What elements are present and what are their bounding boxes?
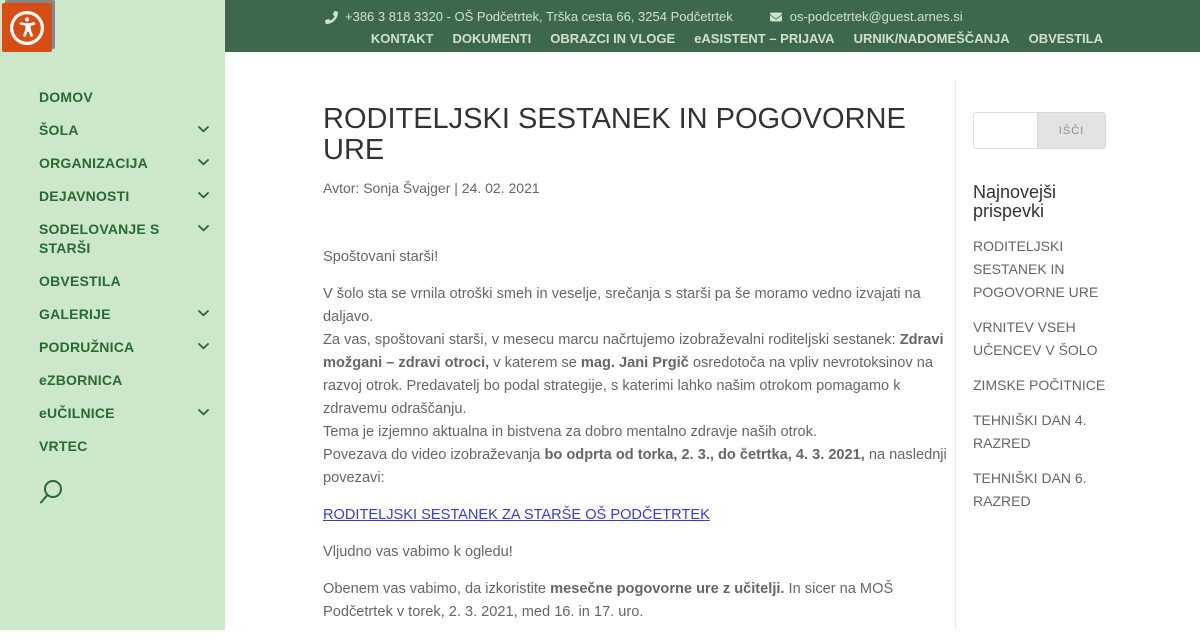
- sidebar-item-label: DEJAVNOSTI: [39, 188, 130, 204]
- author-name: Sonja Švajger: [363, 180, 451, 196]
- body-text: na naslednji povezavi:: [323, 447, 947, 486]
- sidebar-item-label: eZBORNICA: [39, 372, 123, 388]
- left-sidebar: [0, 0, 225, 630]
- recent-post-link[interactable]: VRNITEV VSEH UČENCEV V ŠOLO: [973, 319, 1098, 358]
- chevron-down-icon[interactable]: [198, 409, 209, 416]
- sidebar-item-label: ŠOLA: [39, 122, 79, 138]
- page-title: RODITELJSKI SESTANEK IN POGOVORNE URE: [323, 103, 906, 166]
- recent-post-link[interactable]: ZIMSKE POČITNICE: [973, 377, 1106, 393]
- body-text: Vljudno vas vabimo k ogledu!: [323, 544, 513, 560]
- chevron-down-icon[interactable]: [198, 126, 209, 133]
- chevron-down-icon[interactable]: [198, 343, 209, 350]
- sidebar-menu: [39, 88, 205, 470]
- recent-post-item: [973, 235, 1106, 304]
- chevron-down-icon[interactable]: [198, 192, 209, 199]
- sidebar-item-domov[interactable]: [39, 88, 205, 107]
- chevron-down-icon[interactable]: [198, 310, 209, 317]
- topbar-contact-row: [225, 0, 1200, 25]
- topnav-link-obvestila[interactable]: OBVESTILA: [1028, 31, 1103, 46]
- post-date: 24. 02. 2021: [461, 180, 540, 196]
- bold-text: Zdravi možgani – zdravi otroci,: [323, 332, 944, 371]
- article-paragraph: [323, 283, 955, 490]
- body-text: Obenem vas vabimo, da izkoristite: [323, 581, 551, 597]
- phone-icon: [325, 11, 338, 24]
- sidebar-item-label: GALERIJE: [39, 306, 111, 322]
- article-body: [323, 246, 955, 624]
- article-meta: [323, 180, 955, 196]
- topbar-email-link[interactable]: os-podcetrtek@guest.arnes.si: [789, 9, 963, 24]
- body-text: v katerem se: [489, 355, 581, 371]
- topnav-link-obrazci-in-vloge[interactable]: OBRAZCI IN VLOGE: [550, 31, 676, 46]
- body-text: Povezava do video izobraževanja: [323, 447, 545, 463]
- topnav-link-dokumenti[interactable]: DOKUMENTI: [452, 31, 532, 46]
- topbar: [225, 0, 1200, 52]
- topnav-link-kontakt[interactable]: KONTAKT: [370, 31, 434, 46]
- sidebar-item-podru-nica[interactable]: [39, 338, 205, 357]
- sidebar-item-dejavnosti[interactable]: [39, 187, 205, 206]
- recent-post-link[interactable]: RODITELJSKI SESTANEK IN POGOVORNE URE: [973, 238, 1099, 300]
- article-paragraph: [323, 246, 955, 269]
- accessibility-button[interactable]: [2, 3, 52, 52]
- body-text: Za vas, spoštovani starši, v mesecu marcu načrtujemo izobraževalni roditeljski sestanek:: [323, 332, 900, 348]
- sidebar-item-label: ORGANIZACIJA: [39, 155, 148, 171]
- sidebar-item-galerije[interactable]: [39, 305, 205, 324]
- article-paragraph: [323, 541, 955, 564]
- chevron-down-icon[interactable]: [198, 159, 209, 166]
- recent-post-item: [973, 316, 1106, 362]
- sidebar-item-label: PODRUŽNICA: [39, 339, 135, 355]
- sidebar-item-obvestila[interactable]: [39, 272, 205, 291]
- search-widget: [973, 112, 1106, 149]
- recent-posts-title: Najnovejši prispevki: [973, 182, 1057, 221]
- recent-post-item: [973, 409, 1106, 455]
- bold-text: bo odprta od torka, 2. 3., do četrtka, 4. 3. 2021,: [544, 447, 865, 463]
- sidebar-item-label: VRTEC: [39, 438, 88, 454]
- content-divider: [955, 80, 956, 630]
- recent-post-link[interactable]: TEHNIŠKI DAN 4. RAZRED: [973, 412, 1087, 451]
- sidebar-item-label: OBVESTILA: [39, 273, 121, 289]
- recent-post-item: [973, 374, 1106, 397]
- sidebar-item-ezbornica[interactable]: [39, 371, 205, 390]
- article-paragraph: [323, 578, 955, 624]
- recent-posts-list: [973, 235, 1106, 513]
- bold-text: mag. Jani Prgič: [580, 355, 689, 371]
- search-submit-button[interactable]: IŠČI: [1037, 112, 1106, 149]
- universal-access-icon: [10, 11, 44, 45]
- body-text: osredotoča na vpliv nevrotoksinov na razvoj otrok. Predavatelj bo podal strategije, s katerimi lahko našim otrokom pomagamo k zdravemu odraščanju.: [323, 355, 933, 417]
- sidebar-item-label: DOMOV: [39, 89, 93, 105]
- topnav-link-easistent-prijava[interactable]: eASISTENT – PRIJAVA: [694, 31, 835, 46]
- right-sidebar: [973, 112, 1106, 525]
- envelope-icon: [769, 11, 783, 23]
- recent-post-link[interactable]: TEHNIŠKI DAN 6. RAZRED: [973, 470, 1087, 509]
- sidebar-item-label: eUČILNICE: [39, 405, 115, 421]
- body-text: Spoštovani starši!: [323, 249, 439, 265]
- author-label: Avtor:: [323, 180, 364, 196]
- meta-separator: |: [450, 180, 462, 196]
- bold-text: mesečne pogovorne ure z učitelji.: [550, 581, 785, 597]
- article: [323, 104, 955, 638]
- body-text: In sicer na MOŠ Podčetrtek v torek, 2. 3. 2021, med 16. in 17. uro.: [323, 581, 894, 620]
- chevron-down-icon[interactable]: [198, 225, 209, 232]
- search-input[interactable]: [973, 112, 1037, 149]
- search-icon[interactable]: [38, 479, 64, 509]
- recent-post-item: [973, 467, 1106, 513]
- topbar-phone-text: +386 3 818 3320 - OŠ Podčetrtek, Trška cesta 66, 3254 Podčetrtek: [345, 9, 733, 24]
- topbar-nav: [225, 31, 1200, 46]
- article-paragraph: [323, 504, 955, 527]
- topbar-phone: [325, 9, 733, 25]
- sidebar-item-vrtec[interactable]: [39, 437, 205, 456]
- body-text: Tema je izjemno aktualna in bistvena za dobro mentalno zdravje naših otrok.: [323, 424, 818, 440]
- sidebar-item-label: SODELOVANJE S STARŠI: [39, 221, 160, 256]
- sidebar-item-eu-ilnice[interactable]: [39, 404, 205, 423]
- sidebar-item-sodelovanje-s-star-i[interactable]: [39, 220, 205, 258]
- topbar-email: [769, 9, 963, 25]
- body-text: V šolo sta se vrnila otroški smeh in veselje, srečanja s starši pa še moramo vedno izvajati na daljavo.: [323, 286, 921, 325]
- sidebar-item-organizacija[interactable]: [39, 154, 205, 173]
- topnav-link-urnik-nadome-anja[interactable]: URNIK/NADOMEŠČANJA: [853, 31, 1010, 46]
- article-link[interactable]: RODITELJSKI SESTANEK ZA STARŠE OŠ PODČETRTEK: [323, 507, 710, 523]
- sidebar-item-ola[interactable]: [39, 121, 205, 140]
